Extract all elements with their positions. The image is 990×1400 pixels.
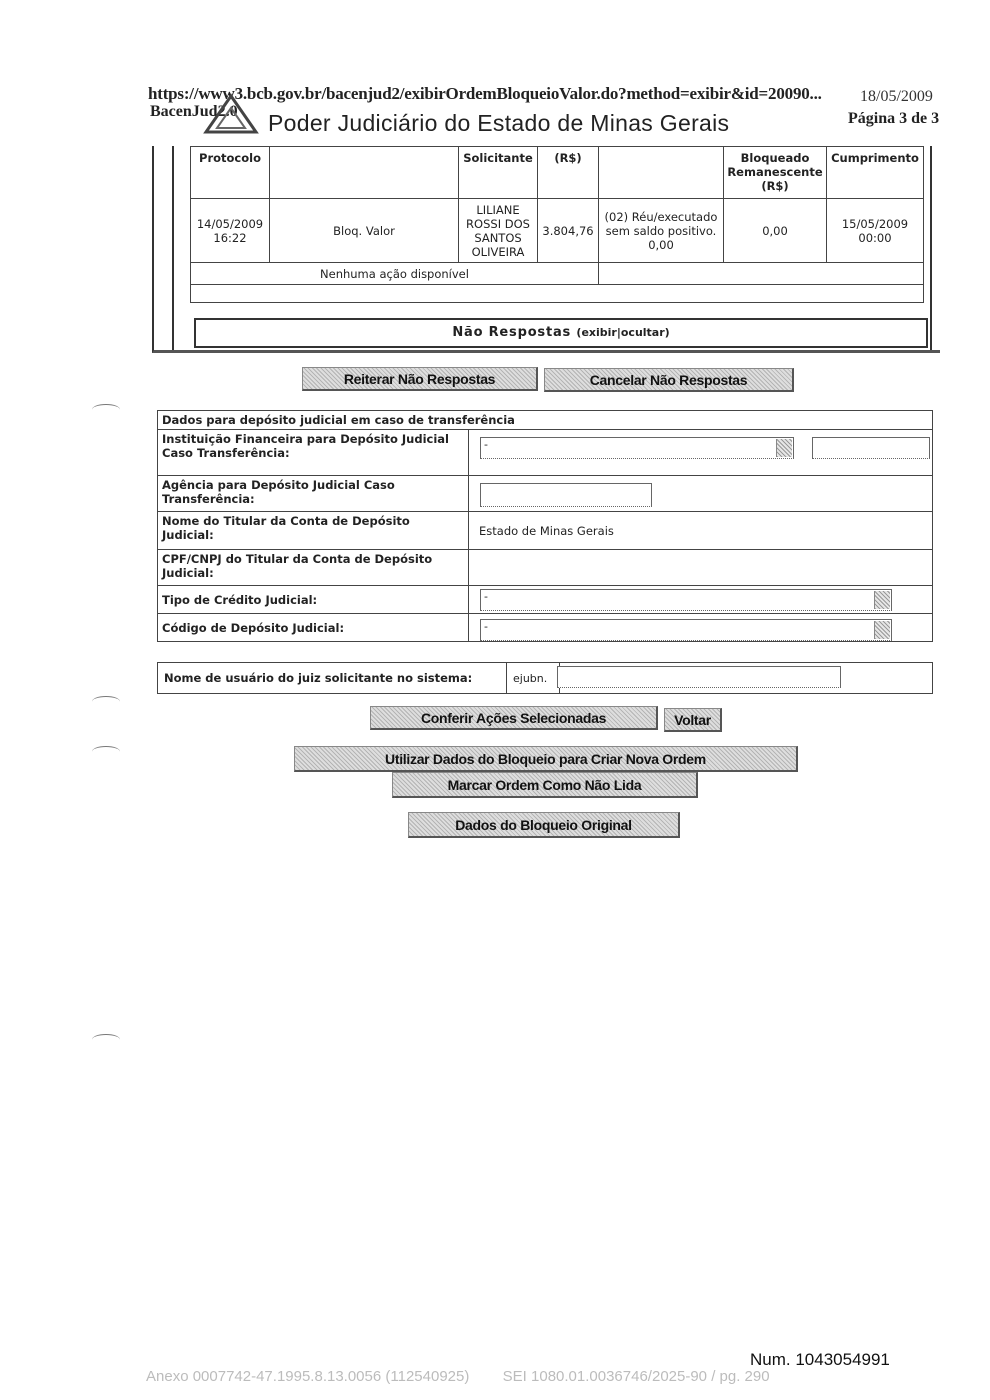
reiterar-button[interactable]: Reiterar Não Respostas (302, 367, 538, 391)
nao-respostas-bar[interactable] (194, 318, 928, 348)
no-action-text: Nenhuma ação disponível (191, 263, 599, 285)
cpf-value (469, 550, 933, 586)
court-title: Poder Judiciário do Estado de Minas Gerais (268, 110, 730, 136)
printed-url: https://www3.bcb.gov.br/bacenjud2/exibirOrdemBloqueioValor.do?method=exibir&id=20090... (148, 84, 822, 103)
cpf-label: CPF/CNPJ do Titular da Conta de Depósito Judicial: (158, 550, 469, 586)
system-name: BacenJud2.0 (150, 103, 238, 120)
frame-divider (172, 146, 174, 350)
punch-mark (92, 404, 120, 415)
no-action-filler (599, 263, 924, 285)
codigo-label: Código de Depósito Judicial: (158, 614, 469, 642)
col-solicitante: Solicitante (459, 147, 538, 199)
titular-label: Nome do Titular da Conta de Depósito Judicial: (158, 512, 469, 550)
cell-bloqueado: 0,00 (724, 199, 827, 263)
judge-user-label: Nome de usuário do juiz solicitante no sistema: (158, 663, 507, 694)
deposit-title: Dados para depósito judicial em caso de transferência (158, 411, 933, 430)
instituicao-label: Instituição Financeira para Depósito Judicial Caso Transferência: (158, 430, 469, 476)
agencia-input[interactable] (480, 483, 652, 507)
col-tipo (270, 147, 459, 199)
punch-mark (92, 1034, 120, 1045)
codigo-deposito-select[interactable] (480, 619, 892, 641)
tipo-credito-select[interactable] (480, 589, 892, 611)
judge-user-input[interactable] (557, 666, 841, 688)
punch-mark (92, 696, 120, 707)
instituicao-select[interactable] (480, 437, 794, 459)
cell-tipo: Bloq. Valor (270, 199, 459, 263)
conferir-button[interactable]: Conferir Ações Selecionadas (370, 706, 658, 730)
dropdown-arrow-icon[interactable] (874, 591, 890, 609)
tipo-credito-value: - (484, 590, 488, 603)
marcar-nao-lida-button[interactable]: Marcar Ordem Como Não Lida (392, 772, 698, 798)
footer-annotation: Anexo 0007742-47.1995.8.13.0056 (112540925) SEI 1080.01.0036746/2025-90 / pg. 290 (146, 1368, 770, 1385)
nao-respostas-label: Não Respostas (452, 325, 572, 340)
cell-cumprimento: 15/05/2009 00:00 (827, 199, 924, 263)
agencia-label: Agência para Depósito Judicial Caso Transferência: (158, 476, 469, 512)
col-cumprimento: Cumprimento (827, 147, 924, 199)
utilizar-dados-button[interactable]: Utilizar Dados do Bloqueio para Criar Nova Ordem (294, 746, 798, 772)
cancelar-button[interactable]: Cancelar Não Respostas (544, 368, 794, 392)
empty-row (191, 285, 924, 303)
tipo-label: Tipo de Crédito Judicial: (158, 586, 469, 614)
cell-protocolo: 14/05/2009 16:22 (191, 199, 270, 263)
cell-valor: 3.804,76 (538, 199, 599, 263)
punch-mark (92, 746, 120, 757)
frame-divider-right (930, 146, 932, 350)
dropdown-arrow-icon[interactable] (776, 439, 792, 457)
col-protocolo: Protocolo (191, 147, 270, 199)
cell-resposta: (02) Réu/executado sem saldo positivo. 0,00 (599, 199, 724, 263)
printed-date: 18/05/2009 (860, 88, 933, 105)
nao-respostas-toggle[interactable]: (exibir|ocultar) (576, 326, 670, 339)
results-table (190, 146, 924, 303)
dropdown-arrow-icon[interactable] (874, 621, 890, 639)
judge-user-prefix: ejubn. (507, 663, 560, 694)
cell-solicitante: LILIANE ROSSI DOS SANTOS OLIVEIRA (459, 199, 538, 263)
col-valor: (R$) (538, 147, 599, 199)
instituicao-code-input[interactable] (812, 437, 930, 459)
document-number: Num. 1043054991 (750, 1350, 890, 1369)
col-bloqueado: Bloqueado Remanescente (R$) (724, 147, 827, 199)
page-number: Página 3 de 3 (848, 110, 940, 127)
col-resposta (599, 147, 724, 199)
titular-value: Estado de Minas Gerais (469, 512, 933, 550)
dados-bloqueio-original-button[interactable]: Dados do Bloqueio Original (408, 812, 680, 838)
voltar-button[interactable]: Voltar (664, 708, 722, 732)
table-row (191, 199, 924, 263)
codigo-deposito-value: - (484, 620, 488, 633)
instituicao-select-value: - (484, 438, 488, 451)
court-logo-icon (202, 92, 260, 136)
